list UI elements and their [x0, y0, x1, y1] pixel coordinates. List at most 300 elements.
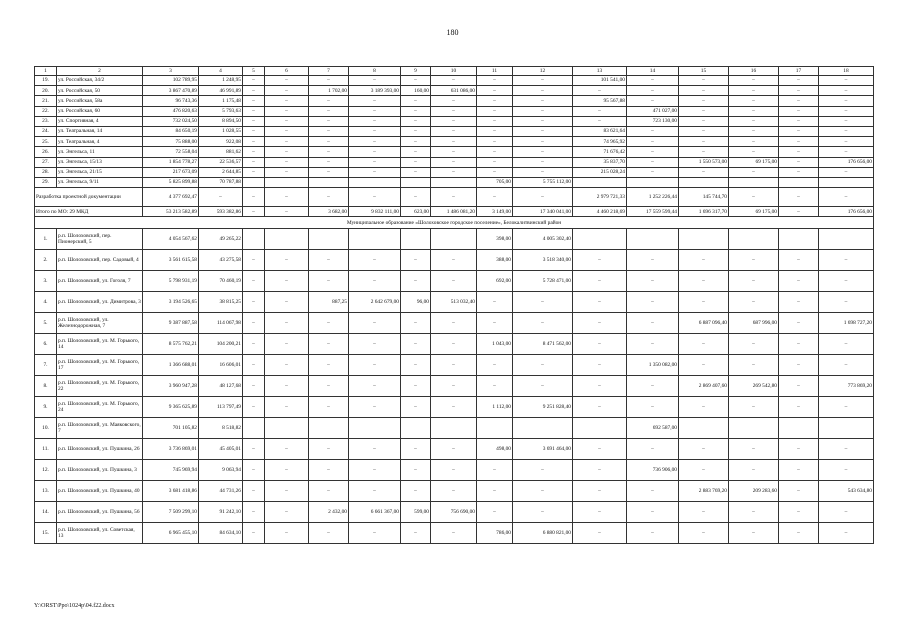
table-cell: –: [729, 271, 779, 292]
table-cell: [401, 229, 431, 250]
table-cell: 9 365 625,89: [143, 397, 199, 418]
table-cell: –: [573, 523, 627, 544]
table-cell: [779, 177, 819, 187]
table-cell: [243, 177, 265, 187]
table-cell: –: [729, 76, 779, 86]
table-cell: –: [401, 271, 431, 292]
table-cell: –: [243, 439, 265, 460]
table-row: [35, 481, 874, 502]
table-cell: –: [779, 96, 819, 106]
table-cell: –: [627, 334, 679, 355]
table-row: [35, 418, 874, 439]
table-cell: ул. Российская, 34/2: [57, 76, 143, 86]
table-cell: –: [729, 502, 779, 523]
table-cell: –: [513, 116, 573, 126]
table-cell: р.п. Шолоховский, ул. М. Горького, 14: [57, 334, 143, 355]
table-cell: 6.: [35, 334, 57, 355]
table-cell: 38 815,25: [199, 292, 243, 313]
table-row: [35, 116, 874, 126]
table-cell: –: [243, 147, 265, 157]
table-cell: –: [513, 355, 573, 376]
table-cell: Муниципальное образование «Шолоховское городское поселение», Белокалитвинский район: [35, 217, 874, 229]
table-cell: 45 405,01: [199, 439, 243, 460]
table-cell: –: [573, 460, 627, 481]
table-cell: 72 558,04: [143, 147, 199, 157]
table-cell: –: [349, 355, 401, 376]
table-cell: –: [265, 397, 309, 418]
table-cell: –: [679, 116, 729, 126]
table-cell: –: [401, 523, 431, 544]
header-row: [35, 67, 874, 76]
table-cell: –: [573, 106, 627, 116]
table-cell: 3 682,00: [309, 207, 349, 217]
table-cell: 786,00: [477, 523, 513, 544]
table-cell: [401, 177, 431, 187]
table-cell: 145 744,70: [679, 188, 729, 207]
table-cell: ул. Энгельса, 21/15: [57, 167, 143, 177]
table-cell: –: [431, 313, 477, 334]
table-row: [35, 439, 874, 460]
table-cell: 11.: [35, 439, 57, 460]
section-row: [35, 217, 874, 229]
table-cell: 22 536,57: [199, 157, 243, 167]
table-cell: –: [349, 523, 401, 544]
table-cell: –: [513, 502, 573, 523]
table-cell: 1 252 226,44: [627, 188, 679, 207]
table-cell: 543 634,80: [819, 481, 874, 502]
table-cell: р.п. Шолоховский, пер. Пионерский, 5: [57, 229, 143, 250]
table-cell: 1 248,95: [199, 76, 243, 86]
table-cell: –: [573, 502, 627, 523]
table-cell: –: [309, 147, 349, 157]
table-cell: –: [431, 96, 477, 106]
table-cell: 1 350 082,00: [627, 355, 679, 376]
table-cell: р.п. Шолоховский, ул. Железнодорожная, 7: [57, 313, 143, 334]
table-cell: –: [243, 167, 265, 177]
table-cell: р.п. Шолоховский, ул. М. Горького, 24: [57, 397, 143, 418]
table-row: [35, 126, 874, 136]
table-cell: –: [729, 460, 779, 481]
table-cell: –: [513, 313, 573, 334]
table-cell: –: [819, 96, 874, 106]
table-cell: –: [627, 376, 679, 397]
table-cell: –: [573, 250, 627, 271]
table-cell: –: [243, 355, 265, 376]
table-row: [35, 137, 874, 147]
table-cell: 1 702,00: [309, 86, 349, 96]
table-cell: –: [679, 86, 729, 96]
table-cell: 388,00: [477, 250, 513, 271]
table-cell: –: [349, 271, 401, 292]
table-row: [35, 157, 874, 167]
table-cell: 75 888,00: [143, 137, 199, 147]
table-cell: –: [779, 439, 819, 460]
table-cell: –: [431, 376, 477, 397]
table-cell: –: [431, 439, 477, 460]
table-cell: –: [779, 106, 819, 116]
table-cell: –: [779, 355, 819, 376]
table-cell: [779, 418, 819, 439]
table-cell: 21.: [35, 96, 57, 106]
table-cell: –: [513, 147, 573, 157]
table-cell: 5 825 899,88: [143, 177, 199, 187]
table-cell: 95 567,88: [573, 96, 627, 106]
table-cell: 176 656,00: [819, 157, 874, 167]
table-cell: –: [679, 96, 729, 106]
table-cell: –: [243, 96, 265, 106]
table-cell: –: [573, 313, 627, 334]
table-cell: –: [309, 355, 349, 376]
table-cell: –: [477, 313, 513, 334]
table-cell: –: [243, 313, 265, 334]
table-cell: –: [627, 271, 679, 292]
table-cell: –: [819, 439, 874, 460]
table-cell: –: [729, 292, 779, 313]
table-cell: –: [477, 86, 513, 96]
table-cell: –: [243, 116, 265, 126]
table-cell: 3 681 418,86: [143, 481, 199, 502]
table-cell: 745 969,94: [143, 460, 199, 481]
table-cell: ул. Российская, 50: [57, 86, 143, 96]
total-row: [35, 207, 874, 217]
table-cell: –: [349, 188, 401, 207]
table-cell: ул. Энгельса, 9/11: [57, 177, 143, 187]
table-cell: 14: [627, 67, 679, 76]
table-cell: 705,00: [477, 177, 513, 187]
table-cell: –: [243, 502, 265, 523]
table-cell: –: [243, 157, 265, 167]
table-cell: [265, 229, 309, 250]
table-cell: –: [401, 96, 431, 106]
table-cell: –: [243, 271, 265, 292]
table-cell: –: [431, 126, 477, 136]
table-cell: 2 642 679,00: [349, 292, 401, 313]
table-cell: –: [349, 137, 401, 147]
table-cell: –: [349, 96, 401, 106]
table-cell: 101 541,00: [573, 76, 627, 86]
table-cell: 1.: [35, 229, 57, 250]
table-cell: 18: [819, 67, 874, 76]
table-cell: –: [349, 313, 401, 334]
table-cell: –: [401, 167, 431, 177]
table-cell: Итого по МО: 29 МКД: [35, 207, 143, 217]
table-cell: –: [243, 292, 265, 313]
table-cell: р.п. Шолоховский, ул. Пушкина, 26: [57, 439, 143, 460]
table-cell: –: [349, 481, 401, 502]
table-cell: –: [349, 397, 401, 418]
table-cell: –: [779, 481, 819, 502]
table-cell: 9 251 828,40: [513, 397, 573, 418]
table-cell: 2 883 769,20: [679, 481, 729, 502]
table-cell: ул. Спортивная, 4: [57, 116, 143, 126]
table-cell: [243, 229, 265, 250]
table-cell: 9: [401, 67, 431, 76]
table-cell: –: [309, 126, 349, 136]
table-cell: –: [309, 397, 349, 418]
table-cell: –: [779, 460, 819, 481]
table-cell: 269 542,80: [729, 376, 779, 397]
table-cell: 84 650,19: [143, 126, 199, 136]
table-cell: –: [431, 250, 477, 271]
table-cell: 48 127,68: [199, 376, 243, 397]
table-cell: 19.: [35, 76, 57, 86]
table-cell: –: [349, 460, 401, 481]
table-cell: –: [679, 126, 729, 136]
table-cell: [679, 418, 729, 439]
table-cell: –: [477, 157, 513, 167]
table-cell: 69 175,00: [729, 157, 779, 167]
table-cell: –: [401, 147, 431, 157]
table-cell: 17 559 599,44: [627, 207, 679, 217]
table-cell: –: [729, 439, 779, 460]
table-cell: –: [309, 76, 349, 86]
table-cell: –: [573, 439, 627, 460]
table-cell: 498,00: [477, 439, 513, 460]
table-cell: –: [265, 116, 309, 126]
table-row: [35, 147, 874, 157]
table-cell: –: [431, 116, 477, 126]
table-cell: –: [309, 334, 349, 355]
table-cell: –: [243, 334, 265, 355]
table-cell: –: [729, 334, 779, 355]
table-cell: 23.: [35, 116, 57, 126]
table-cell: –: [513, 292, 573, 313]
table-cell: 3.: [35, 271, 57, 292]
table-cell: –: [309, 137, 349, 147]
table-cell: –: [819, 292, 874, 313]
table-cell: –: [431, 397, 477, 418]
table-cell: 160,00: [401, 86, 431, 96]
table-cell: 692 587,00: [627, 418, 679, 439]
table-cell: [573, 229, 627, 250]
table-cell: –: [265, 207, 309, 217]
table-cell: –: [401, 76, 431, 86]
footer-path: Y:\ORST\Ppo\1024p\04.f22.docx: [34, 603, 115, 609]
table-cell: –: [401, 376, 431, 397]
table-cell: 476 820,63: [143, 106, 199, 116]
table-cell: –: [309, 116, 349, 126]
table-cell: 25.: [35, 137, 57, 147]
table-cell: 1: [35, 67, 57, 76]
table-cell: [513, 418, 573, 439]
table-cell: –: [627, 313, 679, 334]
table-cell: [243, 418, 265, 439]
table-cell: –: [309, 188, 349, 207]
table-cell: –: [309, 157, 349, 167]
table-cell: –: [819, 188, 874, 207]
table-cell: [729, 177, 779, 187]
table-row: [35, 177, 874, 187]
table-cell: 1 112,00: [477, 397, 513, 418]
table-row: [35, 86, 874, 96]
table-cell: –: [627, 147, 679, 157]
table-cell: –: [627, 481, 679, 502]
table-cell: –: [679, 460, 729, 481]
table-cell: –: [265, 481, 309, 502]
table-cell: 593 382,86: [199, 207, 243, 217]
table-cell: –: [431, 355, 477, 376]
table-cell: 2: [57, 67, 143, 76]
table-cell: 35 837,70: [573, 157, 627, 167]
table-cell: –: [477, 137, 513, 147]
table-cell: –: [309, 106, 349, 116]
table-row: [35, 523, 874, 544]
table-cell: 736 906,00: [627, 460, 679, 481]
table-cell: –: [265, 355, 309, 376]
table-cell: 8 575 762,21: [143, 334, 199, 355]
table-cell: –: [679, 271, 729, 292]
table-cell: 24.: [35, 126, 57, 136]
table-cell: 8 518,82: [199, 418, 243, 439]
table-cell: –: [729, 116, 779, 126]
table-cell: –: [349, 157, 401, 167]
table-cell: –: [679, 76, 729, 86]
table-cell: 6 965 455,10: [143, 523, 199, 544]
table-cell: 2.: [35, 250, 57, 271]
table-cell: 91 242,10: [199, 502, 243, 523]
table-row: [35, 334, 874, 355]
table-cell: –: [819, 523, 874, 544]
table-cell: –: [265, 147, 309, 157]
table-cell: 6: [265, 67, 309, 76]
table-cell: –: [627, 397, 679, 418]
table-cell: –: [779, 157, 819, 167]
table-cell: 1 028,55: [199, 126, 243, 136]
table-cell: –: [573, 334, 627, 355]
table-cell: 3 518 340,00: [513, 250, 573, 271]
table-cell: –: [309, 96, 349, 106]
table-cell: 74 965,92: [573, 137, 627, 147]
table-cell: –: [819, 76, 874, 86]
table-cell: –: [819, 137, 874, 147]
table-cell: 687 996,00: [729, 313, 779, 334]
table-cell: –: [401, 460, 431, 481]
table-cell: [477, 418, 513, 439]
table-cell: –: [477, 116, 513, 126]
table-cell: –: [513, 126, 573, 136]
table-cell: –: [729, 397, 779, 418]
table-cell: –: [243, 106, 265, 116]
table-cell: –: [349, 376, 401, 397]
table-cell: –: [265, 167, 309, 177]
table-cell: –: [819, 86, 874, 96]
table-cell: –: [265, 523, 309, 544]
table-cell: 3 194 526,65: [143, 292, 199, 313]
table-cell: 29.: [35, 177, 57, 187]
table-cell: –: [819, 126, 874, 136]
table-cell: 3 867 470,89: [143, 86, 199, 96]
table-cell: –: [431, 271, 477, 292]
table-cell: р.п. Шолоховский, пер. Садовый, 4: [57, 250, 143, 271]
table-cell: –: [309, 313, 349, 334]
table-cell: 17 340 041,00: [513, 207, 573, 217]
table-cell: –: [431, 147, 477, 157]
table-cell: –: [401, 126, 431, 136]
table-cell: –: [349, 167, 401, 177]
table-cell: –: [679, 523, 729, 544]
table-cell: –: [513, 376, 573, 397]
table-cell: –: [819, 334, 874, 355]
table-cell: 4 460 218,69: [573, 207, 627, 217]
table-cell: –: [729, 106, 779, 116]
table-cell: –: [627, 502, 679, 523]
table-cell: –: [349, 147, 401, 157]
table-cell: –: [729, 250, 779, 271]
table-cell: –: [199, 188, 243, 207]
table-cell: р.п. Шолоховский, ул. Пушкина, 56: [57, 502, 143, 523]
table-cell: 20.: [35, 86, 57, 96]
table-row: [35, 76, 874, 86]
table-cell: 398,00: [477, 229, 513, 250]
table-cell: –: [513, 96, 573, 106]
table-cell: 7: [309, 67, 349, 76]
table-cell: 3: [143, 67, 199, 76]
table-cell: –: [819, 116, 874, 126]
table-cell: 84 634,10: [199, 523, 243, 544]
table-cell: 9 832 111,00: [349, 207, 401, 217]
table-cell: 9.: [35, 397, 57, 418]
table-cell: р.п. Шолоховский, ул. М. Горького, 22: [57, 376, 143, 397]
table-cell: 6 880 821,00: [513, 523, 573, 544]
table-cell: –: [265, 460, 309, 481]
table-cell: –: [265, 137, 309, 147]
table-cell: ул. Театральная, 4: [57, 137, 143, 147]
table-cell: –: [401, 397, 431, 418]
table-cell: –: [243, 250, 265, 271]
table-cell: 1 550 573,00: [679, 157, 729, 167]
table-cell: 13.: [35, 481, 57, 502]
table-cell: –: [679, 439, 729, 460]
table-cell: 922,08: [199, 137, 243, 147]
table-cell: р.п. Шолоховский, ул. Димитрова, 3: [57, 292, 143, 313]
table-cell: –: [265, 188, 309, 207]
table-cell: –: [401, 481, 431, 502]
table-cell: –: [779, 271, 819, 292]
table-cell: ул. Театральная, 14: [57, 126, 143, 136]
table-cell: –: [819, 167, 874, 177]
table-row: [35, 96, 874, 106]
table-cell: –: [243, 481, 265, 502]
table-cell: –: [513, 106, 573, 116]
table-cell: –: [265, 376, 309, 397]
table-cell: 732 024,50: [143, 116, 199, 126]
table-cell: 43 275,58: [199, 250, 243, 271]
table-cell: 71 676,42: [573, 147, 627, 157]
table-cell: –: [265, 271, 309, 292]
table-cell: Разработка проектной документации: [35, 188, 143, 207]
table-cell: –: [477, 106, 513, 116]
table-cell: 215 028,24: [573, 167, 627, 177]
table-cell: –: [477, 147, 513, 157]
table-cell: –: [779, 167, 819, 177]
table-cell: –: [401, 137, 431, 147]
table-cell: 13: [573, 67, 627, 76]
table-row: [35, 250, 874, 271]
table-cell: 1 854 778,27: [143, 157, 199, 167]
table-cell: –: [265, 126, 309, 136]
table-cell: 10.: [35, 418, 57, 439]
table-cell: –: [627, 157, 679, 167]
table-cell: –: [627, 137, 679, 147]
table-cell: ул. Энгельса, 11: [57, 147, 143, 157]
table-cell: –: [243, 76, 265, 86]
table-cell: р.п. Шолоховский, ул. Пушкина, 3: [57, 460, 143, 481]
table-cell: –: [819, 106, 874, 116]
table-cell: 17: [779, 67, 819, 76]
table-cell: 5: [243, 67, 265, 76]
table-cell: 176 656,00: [819, 207, 874, 217]
table-cell: –: [627, 167, 679, 177]
